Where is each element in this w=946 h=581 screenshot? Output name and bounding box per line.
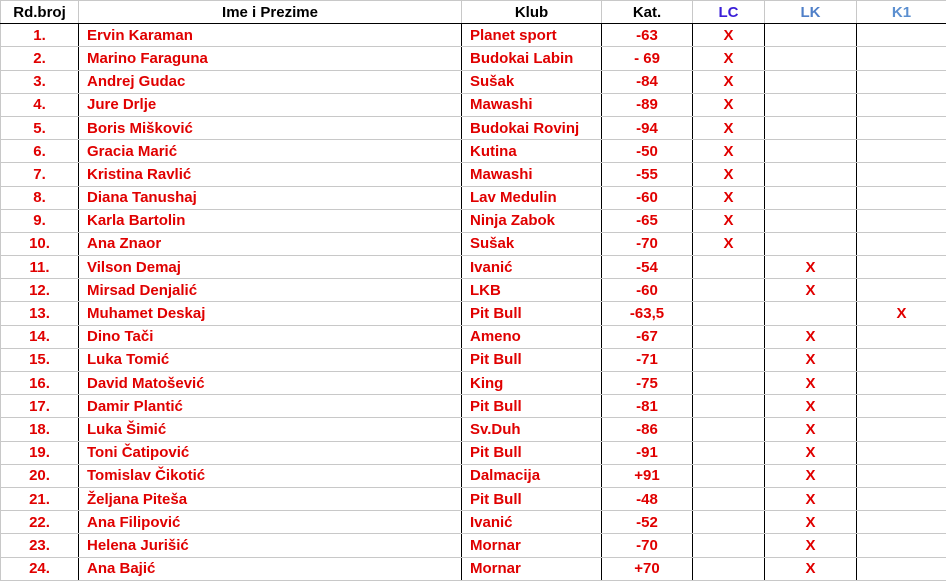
weight-category: -67 bbox=[602, 325, 693, 348]
weight-category: -63,5 bbox=[602, 302, 693, 325]
header-lk: LK bbox=[765, 1, 857, 24]
lc-mark bbox=[693, 325, 765, 348]
club-name: Kutina bbox=[462, 140, 602, 163]
table-row bbox=[1, 441, 946, 464]
competitor-name: Ana Znaor bbox=[79, 232, 462, 255]
lk-mark: X bbox=[765, 279, 857, 302]
weight-category: -70 bbox=[602, 232, 693, 255]
competitor-name: Jure Drlje bbox=[79, 93, 462, 116]
k1-mark bbox=[857, 279, 946, 302]
lc-mark bbox=[693, 464, 765, 487]
lc-mark bbox=[693, 395, 765, 418]
table-row bbox=[1, 395, 946, 418]
k1-mark bbox=[857, 163, 946, 186]
weight-category: -70 bbox=[602, 534, 693, 557]
k1-mark bbox=[857, 325, 946, 348]
weight-category: -54 bbox=[602, 256, 693, 279]
club-name: King bbox=[462, 372, 602, 395]
row-number: 23. bbox=[1, 534, 79, 557]
table-row bbox=[1, 163, 946, 186]
competitor-name: Ana Bajić bbox=[79, 557, 462, 580]
lc-mark bbox=[693, 418, 765, 441]
lc-mark: X bbox=[693, 209, 765, 232]
lc-mark bbox=[693, 534, 765, 557]
lc-mark: X bbox=[693, 93, 765, 116]
table-row bbox=[1, 487, 946, 510]
competitor-name: Vilson Demaj bbox=[79, 256, 462, 279]
lc-mark: X bbox=[693, 232, 765, 255]
row-number: 19. bbox=[1, 441, 79, 464]
k1-mark bbox=[857, 441, 946, 464]
table-row bbox=[1, 93, 946, 116]
lk-mark: X bbox=[765, 441, 857, 464]
weight-category: -65 bbox=[602, 209, 693, 232]
club-name: Lav Medulin bbox=[462, 186, 602, 209]
k1-mark bbox=[857, 186, 946, 209]
weight-category: -48 bbox=[602, 487, 693, 510]
row-number: 6. bbox=[1, 140, 79, 163]
k1-mark bbox=[857, 395, 946, 418]
lc-mark bbox=[693, 302, 765, 325]
header-rd: Rd.broj bbox=[1, 1, 79, 24]
club-name: Ameno bbox=[462, 325, 602, 348]
lc-mark bbox=[693, 487, 765, 510]
weight-category: -94 bbox=[602, 116, 693, 139]
lk-mark: X bbox=[765, 256, 857, 279]
row-number: 1. bbox=[1, 24, 79, 47]
weight-category: -60 bbox=[602, 186, 693, 209]
weight-category: -84 bbox=[602, 70, 693, 93]
competitor-name: Karla Bartolin bbox=[79, 209, 462, 232]
lk-mark: X bbox=[765, 395, 857, 418]
lk-mark: X bbox=[765, 487, 857, 510]
row-number: 22. bbox=[1, 511, 79, 534]
row-number: 14. bbox=[1, 325, 79, 348]
k1-mark bbox=[857, 70, 946, 93]
lc-mark bbox=[693, 279, 765, 302]
k1-mark bbox=[857, 534, 946, 557]
weight-category: -89 bbox=[602, 93, 693, 116]
lk-mark: X bbox=[765, 464, 857, 487]
k1-mark bbox=[857, 511, 946, 534]
weight-category: +91 bbox=[602, 464, 693, 487]
k1-mark bbox=[857, 487, 946, 510]
lc-mark: X bbox=[693, 186, 765, 209]
k1-mark bbox=[857, 418, 946, 441]
table-row bbox=[1, 325, 946, 348]
lk-mark bbox=[765, 163, 857, 186]
row-number: 16. bbox=[1, 372, 79, 395]
lk-mark: X bbox=[765, 325, 857, 348]
row-number: 15. bbox=[1, 348, 79, 371]
row-number: 9. bbox=[1, 209, 79, 232]
table-row bbox=[1, 256, 946, 279]
row-number: 17. bbox=[1, 395, 79, 418]
lk-mark: X bbox=[765, 348, 857, 371]
k1-mark bbox=[857, 256, 946, 279]
table-row bbox=[1, 116, 946, 139]
k1-mark bbox=[857, 557, 946, 580]
table-body bbox=[1, 24, 946, 581]
competitor-name: Gracia Marić bbox=[79, 140, 462, 163]
table-row bbox=[1, 302, 946, 325]
competitor-name: David Matošević bbox=[79, 372, 462, 395]
lk-mark: X bbox=[765, 557, 857, 580]
row-number: 3. bbox=[1, 70, 79, 93]
table-row bbox=[1, 209, 946, 232]
header-kat: Kat. bbox=[602, 1, 693, 24]
row-number: 21. bbox=[1, 487, 79, 510]
weight-category: -91 bbox=[602, 441, 693, 464]
row-number: 18. bbox=[1, 418, 79, 441]
row-number: 20. bbox=[1, 464, 79, 487]
row-number: 2. bbox=[1, 47, 79, 70]
table-row bbox=[1, 47, 946, 70]
weight-category: -60 bbox=[602, 279, 693, 302]
k1-mark bbox=[857, 209, 946, 232]
k1-mark bbox=[857, 116, 946, 139]
table-row bbox=[1, 140, 946, 163]
lc-mark: X bbox=[693, 163, 765, 186]
club-name: Budokai Labin bbox=[462, 47, 602, 70]
lc-mark: X bbox=[693, 24, 765, 47]
lc-mark bbox=[693, 511, 765, 534]
weight-category: -52 bbox=[602, 511, 693, 534]
club-name: Ninja Zabok bbox=[462, 209, 602, 232]
competitor-name: Andrej Gudac bbox=[79, 70, 462, 93]
weight-category: -50 bbox=[602, 140, 693, 163]
lk-mark: X bbox=[765, 534, 857, 557]
club-name: Mawashi bbox=[462, 163, 602, 186]
lc-mark bbox=[693, 256, 765, 279]
lk-mark: X bbox=[765, 418, 857, 441]
lc-mark bbox=[693, 441, 765, 464]
lk-mark: X bbox=[765, 372, 857, 395]
competitor-name: Damir Plantić bbox=[79, 395, 462, 418]
weight-category: -75 bbox=[602, 372, 693, 395]
lk-mark: X bbox=[765, 511, 857, 534]
table-row bbox=[1, 348, 946, 371]
club-name: LKB bbox=[462, 279, 602, 302]
table-row bbox=[1, 372, 946, 395]
club-name: Pit Bull bbox=[462, 487, 602, 510]
weight-category: -81 bbox=[602, 395, 693, 418]
lc-mark bbox=[693, 348, 765, 371]
k1-mark bbox=[857, 93, 946, 116]
k1-mark bbox=[857, 232, 946, 255]
lc-mark: X bbox=[693, 70, 765, 93]
club-name: Planet sport bbox=[462, 24, 602, 47]
club-name: Pit Bull bbox=[462, 302, 602, 325]
competitor-name: Dino Tači bbox=[79, 325, 462, 348]
table-row bbox=[1, 418, 946, 441]
lk-mark bbox=[765, 186, 857, 209]
table-row bbox=[1, 534, 946, 557]
table-row bbox=[1, 557, 946, 580]
competitor-name: Boris Mišković bbox=[79, 116, 462, 139]
row-number: 12. bbox=[1, 279, 79, 302]
club-name: Sv.Duh bbox=[462, 418, 602, 441]
club-name: Ivanić bbox=[462, 511, 602, 534]
lk-mark bbox=[765, 70, 857, 93]
club-name: Mawashi bbox=[462, 93, 602, 116]
competitor-name: Ana Filipović bbox=[79, 511, 462, 534]
lk-mark bbox=[765, 116, 857, 139]
club-name: Mornar bbox=[462, 557, 602, 580]
k1-mark bbox=[857, 24, 946, 47]
club-name: Sušak bbox=[462, 232, 602, 255]
club-name: Ivanić bbox=[462, 256, 602, 279]
row-number: 24. bbox=[1, 557, 79, 580]
header-row bbox=[1, 1, 946, 24]
weight-category: -71 bbox=[602, 348, 693, 371]
k1-mark bbox=[857, 140, 946, 163]
lk-mark bbox=[765, 209, 857, 232]
competitor-name: Tomislav Čikotić bbox=[79, 464, 462, 487]
competitor-name: Helena Jurišić bbox=[79, 534, 462, 557]
row-number: 10. bbox=[1, 232, 79, 255]
k1-mark bbox=[857, 348, 946, 371]
row-number: 5. bbox=[1, 116, 79, 139]
table-row bbox=[1, 70, 946, 93]
table-row bbox=[1, 186, 946, 209]
row-number: 13. bbox=[1, 302, 79, 325]
club-name: Sušak bbox=[462, 70, 602, 93]
competitor-name: Luka Šimić bbox=[79, 418, 462, 441]
club-name: Dalmacija bbox=[462, 464, 602, 487]
lc-mark: X bbox=[693, 47, 765, 70]
lk-mark bbox=[765, 302, 857, 325]
row-number: 8. bbox=[1, 186, 79, 209]
k1-mark bbox=[857, 372, 946, 395]
lk-mark bbox=[765, 93, 857, 116]
competitor-name: Diana Tanushaj bbox=[79, 186, 462, 209]
table-row bbox=[1, 511, 946, 534]
club-name: Pit Bull bbox=[462, 348, 602, 371]
lc-mark: X bbox=[693, 116, 765, 139]
k1-mark bbox=[857, 464, 946, 487]
k1-mark bbox=[857, 47, 946, 70]
weight-category: -63 bbox=[602, 24, 693, 47]
weight-category: -55 bbox=[602, 163, 693, 186]
lc-mark bbox=[693, 372, 765, 395]
header-k1: K1 bbox=[857, 1, 946, 24]
row-number: 4. bbox=[1, 93, 79, 116]
competitor-name: Kristina Ravlić bbox=[79, 163, 462, 186]
table-row bbox=[1, 232, 946, 255]
table-row bbox=[1, 279, 946, 302]
club-name: Pit Bull bbox=[462, 441, 602, 464]
lk-mark bbox=[765, 232, 857, 255]
lk-mark bbox=[765, 140, 857, 163]
competitor-name: Toni Čatipović bbox=[79, 441, 462, 464]
club-name: Pit Bull bbox=[462, 395, 602, 418]
header-lc: LC bbox=[693, 1, 765, 24]
lk-mark bbox=[765, 47, 857, 70]
competitor-name: Muhamet Deskaj bbox=[79, 302, 462, 325]
row-number: 7. bbox=[1, 163, 79, 186]
club-name: Mornar bbox=[462, 534, 602, 557]
lc-mark bbox=[693, 557, 765, 580]
competitor-name: Luka Tomić bbox=[79, 348, 462, 371]
header-name: Ime i Prezime bbox=[79, 1, 462, 24]
weight-category: -86 bbox=[602, 418, 693, 441]
competitor-name: Marino Faraguna bbox=[79, 47, 462, 70]
table-row bbox=[1, 464, 946, 487]
lc-mark: X bbox=[693, 140, 765, 163]
competitor-name: Željana Piteša bbox=[79, 487, 462, 510]
table-row bbox=[1, 24, 946, 47]
k1-mark: X bbox=[857, 302, 946, 325]
competitor-name: Mirsad Denjalić bbox=[79, 279, 462, 302]
club-name: Budokai Rovinj bbox=[462, 116, 602, 139]
weight-category: +70 bbox=[602, 557, 693, 580]
weight-category: - 69 bbox=[602, 47, 693, 70]
header-club: Klub bbox=[462, 1, 602, 24]
row-number: 11. bbox=[1, 256, 79, 279]
lk-mark bbox=[765, 24, 857, 47]
competitor-name: Ervin Karaman bbox=[79, 24, 462, 47]
